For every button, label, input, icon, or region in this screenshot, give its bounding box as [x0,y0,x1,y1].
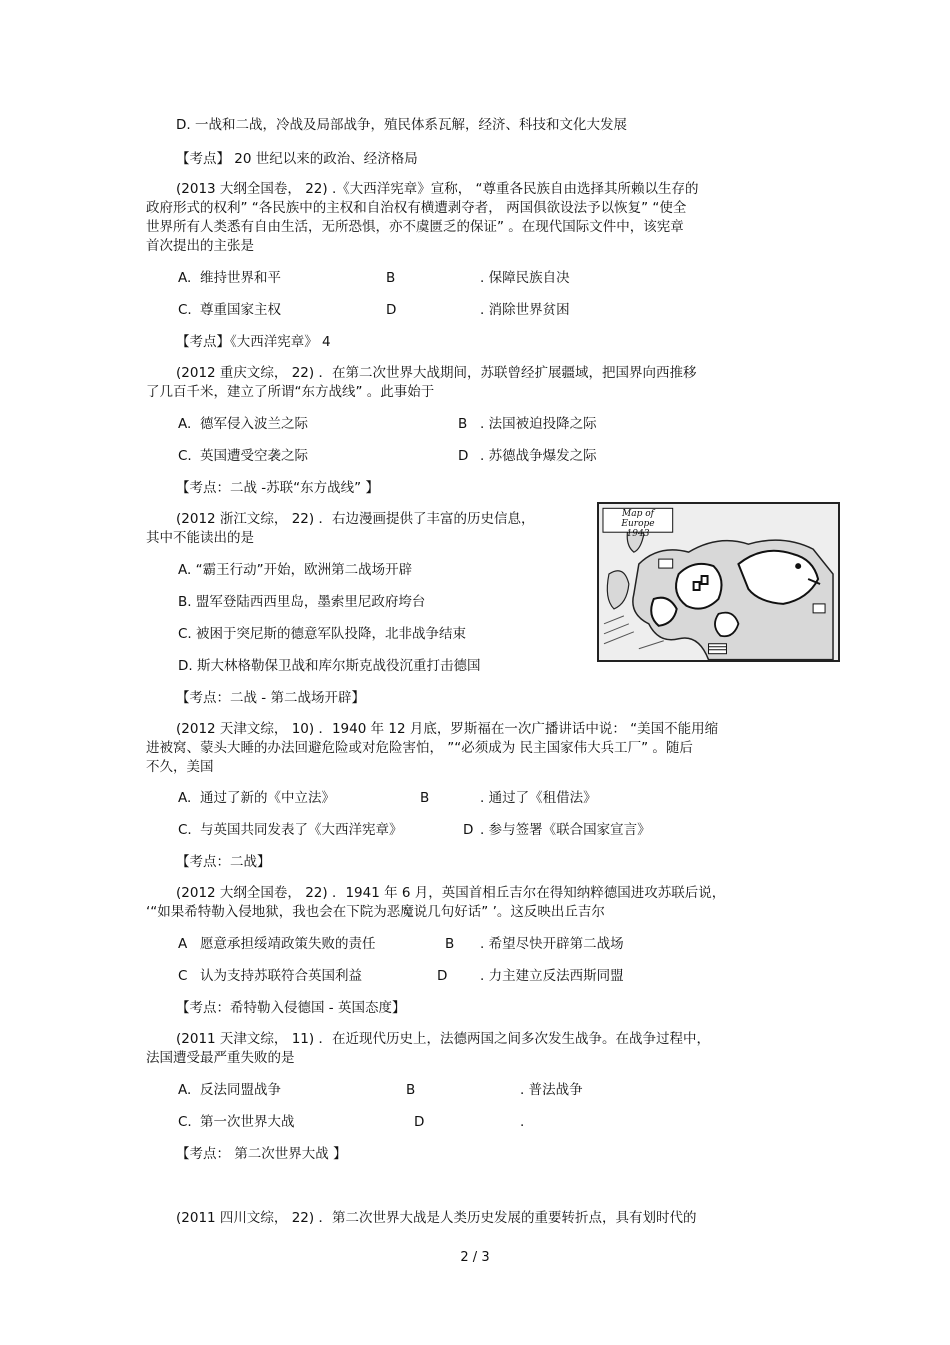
q6-option-c-text: 第一次世界大战 [200,1114,295,1130]
q1-option-b-text: . 保障民族自决 [480,270,570,286]
q1-line-4: 首次提出的主张是 [146,238,254,254]
q5-option-c-text: 认为支持苏联符合英国利益 [200,968,362,984]
q2-kaodian: 【考点：二战 -苏联“东方战线” 】 [176,480,379,496]
q7-line-1: (2011 四川文综， 22) ．第二次世界大战是人类历史发展的重要转折点，具有划时代的 [176,1210,697,1226]
q4-option-c-text: 与英国共同发表了《大西洋宪章》 [200,822,403,838]
q4-option-a-letter: A. [178,790,192,806]
prev-kaodian: 【考点】 20 世纪以来的政治、经济格局 [176,151,418,167]
q3-option-c: C. 被困于突尼斯的德意军队投降，北非战争结束 [178,626,467,642]
q6-line-1: (2011 天津文综， 11) ．在近现代历史上，法德两国之间多次发生战争。在战争过程中， [176,1031,710,1047]
q5-line-2: ‘“如果希特勒入侵地狱，我也会在下院为恶魔说几句好话” ’。这反映出丘吉尔 [146,904,605,920]
q3-option-b: B. 盟军登陆西西里岛，墨索里尼政府垮台 [178,594,426,610]
q4-line-2: 进被窝、蒙头大睡的办法回避危险或对危险害怕， ”“必须成为 民主国家伟大兵工厂” 。随后 [146,740,693,756]
q2-option-d-letter: D [458,448,469,464]
prev-option-d: D. 一战和二战，冷战及局部战争，殖民体系瓦解，经济、科技和文化大发展 [176,117,627,133]
q5-option-d-letter: D [437,968,448,984]
map-title-line-1: Map of Europe [621,509,655,529]
q4-option-a-text: 通过了新的《中立法》 [200,790,335,806]
q2-option-c-text: 英国遭受空袭之际 [200,448,308,464]
q3-kaodian: 【考点：二战 - 第二战场开辟】 [176,690,365,706]
q1-option-d-letter: D [386,302,397,318]
q3-line-1: (2012 浙江文综， 22) ．右边漫画提供了丰富的历史信息， [176,511,535,527]
q6-option-c-letter: C. [178,1114,192,1130]
q1-option-c-letter: C. [178,302,192,318]
q2-option-b-letter: B [458,416,468,432]
q3-line-2: 其中不能读出的是 [146,530,254,546]
q1-line-2: 政府形式的权利” “各民族中的主权和自治权有横遭剥夺者， 两国俱欲设法予以恢复” “使全 [146,200,687,216]
q1-option-b-letter: B [386,270,396,286]
map-title [607,509,669,539]
q5-option-b-text: . 希望尽快开辟第二战场 [480,936,624,952]
q1-option-d-text: . 消除世界贫困 [480,302,570,318]
q5-option-a-text: 愿意承担绥靖政策失败的责任 [200,936,376,952]
q4-option-b-text: . 通过了《租借法》 [480,790,597,806]
q4-kaodian: 【考点：二战】 [176,854,271,870]
q6-option-d-letter: D [414,1114,425,1130]
q5-option-d-text: . 力主建立反法西斯同盟 [480,968,624,984]
q6-line-2: 法国遭受最严重失败的是 [146,1050,295,1066]
q1-kaodian: 【考点】《大西洋宪章》 4 [176,334,331,350]
q3-option-d: D. 斯大林格勒保卫战和库尔斯克战役沉重打击德国 [178,658,481,674]
q2-line-1: (2012 重庆文综， 22) ．在第二次世界大战期间，苏联曾经扩展疆域，把国界向西推移 [176,365,697,381]
q3-option-a: A. “霸王行动”开始，欧洲第二战场开辟 [178,562,413,578]
q4-option-d-text: . 参与签署《联合国家宣言》 [480,822,651,838]
q5-option-b-letter: B [445,936,455,952]
q2-option-c-letter: C. [178,448,192,464]
q6-option-b-letter: B [406,1082,416,1098]
q6-kaodian: 【考点： 第二次世界大战 】 [176,1146,347,1162]
q1-option-a-letter: A. [178,270,192,286]
cartoon-map-europe-1943 [597,502,840,662]
q4-line-1: (2012 天津文综， 10) ．1940 年 12 月底，罗斯福在一次广播讲话中说： “美国不能用缩 [176,721,719,737]
q2-option-a-letter: A. [178,416,192,432]
q5-option-a-letter: A [178,936,188,952]
q1-option-c-text: 尊重国家主权 [200,302,281,318]
q2-option-a-text: 德军侵入波兰之际 [200,416,308,432]
q4-line-3: 不久，美国 [146,759,214,775]
q2-option-d-text: . 苏德战争爆发之际 [480,448,597,464]
q1-line-1: (2013 大纲全国卷， 22) .《大西洋宪章》宣称， “尊重各民族自由选择其所赖以生存的 [176,181,699,197]
q1-line-3: 世界所有人类悉有自由生活，无所恐惧，亦不虞匮乏的保证” 。在现代国际文件中，该宪章 [146,219,684,235]
q5-kaodian: 【考点：希特勒入侵德国 - 英国态度】 [176,1000,406,1016]
q4-option-d-letter: D [463,822,474,838]
q5-option-c-letter: C [178,968,188,984]
q4-option-c-letter: C. [178,822,192,838]
q6-option-a-letter: A. [178,1082,192,1098]
q6-option-b-text: . 普法战争 [520,1082,583,1098]
map-title-line-2: 1943 [626,529,650,539]
q1-option-a-text: 维持世界和平 [200,270,281,286]
q4-option-b-letter: B [420,790,430,806]
q6-option-a-text: 反法同盟战争 [200,1082,281,1098]
q5-line-1: (2012 大纲全国卷， 22) ．1941 年 6 月，英国首相丘吉尔在得知纳粹德国进攻苏联后说， [176,885,726,901]
page-number: 2 / 3 [460,1250,490,1265]
q2-option-b-text: . 法国被迫投降之际 [480,416,597,432]
q6-option-d-text: . [520,1114,525,1130]
q2-line-2: 了几百千米，建立了所谓“东方战线” 。此事始于 [146,384,435,400]
